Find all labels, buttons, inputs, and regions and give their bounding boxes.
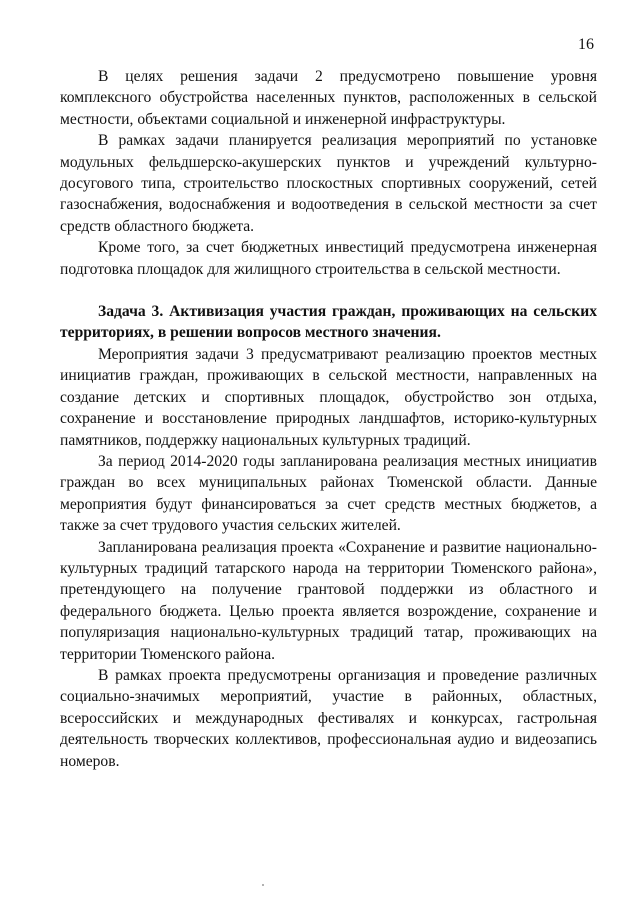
scan-speck bbox=[262, 884, 264, 886]
paragraph-task3-period: За период 2014-2020 годы запланирована реализация местных инициатив граждан во всех муниципальных районах Тюменской области. Данные мероприятия будут финансироваться за счет средств местных бюджетов, а также за счет трудового участия сельских жителей. bbox=[60, 452, 597, 535]
paragraph-task3-events: В рамках проекта предусмотрены организация и проведение различных социально-значимых мероприятий, участие в районных, областных, всероссийских и международных фестивалях и конкурсах, гастрольная деятельность творческих коллективов, профессиональная аудио и видеозапись номеров. bbox=[60, 666, 597, 770]
paragraph-task2-measures: В рамках задачи планируется реализация мероприятий по установке модульных фельдшерско-акушерских пунктов и учреждений культурно-досугового типа, строительство плоскостных спортивных сооружений, сетей газоснабжения, водоснабжения и водоотведения в сельской местности за счет средств областного бюджета. bbox=[60, 132, 597, 235]
section-heading-task3: Задача 3. Активизация участия граждан, проживающих на сельских территориях, в решении вопросов местного значения. bbox=[60, 303, 597, 342]
paragraph-task2-goal: В целях решения задачи 2 предусмотрено повышение уровня комплексного обустройства населенных пунктов, расположенных в сельской местности, объектами социальной и инженерной инфраструктуры. bbox=[60, 68, 597, 128]
paragraph-task2-investments: Кроме того, за счет бюджетных инвестиций предусмотрена инженерная подготовка площадок для жилищного строительства в сельской местности. bbox=[60, 239, 597, 278]
paragraph-task3-measures: Мероприятия задачи 3 предусматривают реализацию проектов местных инициатив граждан, проживающих в сельской местности, направленных на создание детских и спортивных площадок, обустройство зон отдыха, сохранение и восстановление природных ландшафтов, историко-культурных памятников, поддержку национальных культурных традиций. bbox=[60, 345, 597, 449]
paragraph-task3-project: Запланирована реализация проекта «Сохранение и развитие национально-культурных традиций татарского народа на территории Тюменского района», претендующего на получение грантовой поддержки из областного и федерального бюджета. Целью проекта является возрождение, сохранение и популяризация национально-культурных традиций татар, проживающих на территории Тюменского района. bbox=[60, 538, 597, 663]
document-body bbox=[60, 66, 597, 772]
page-number: 16 bbox=[578, 36, 594, 53]
